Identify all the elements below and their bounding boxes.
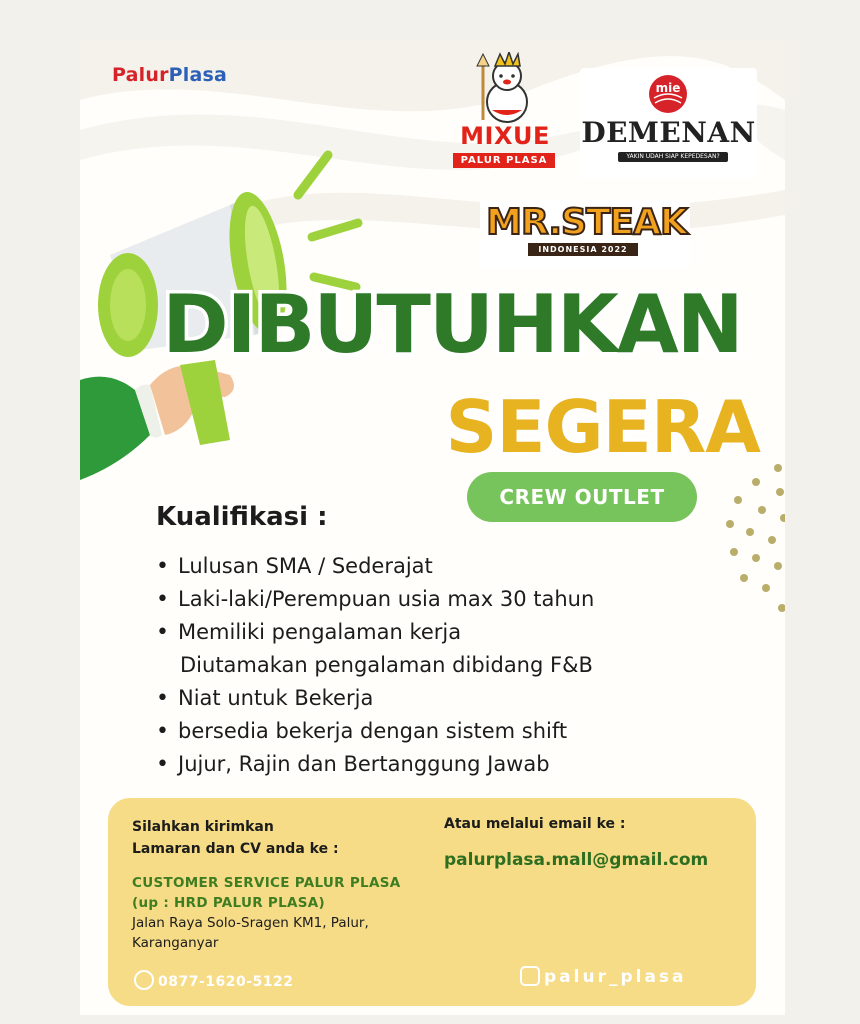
mrsteak-logo: [480, 200, 690, 268]
cs-name: CUSTOMER SERVICE PALUR PLASA: [132, 875, 401, 891]
qualifications-title: Kualifikasi :: [156, 502, 328, 532]
mrsteak-subtitle: INDONESIA 2022: [528, 243, 638, 256]
brand-part2: Plasa: [168, 64, 228, 86]
list-item: Diutamakan pengalaman dibidang F&B: [180, 653, 593, 677]
demenan-word: DEMENAN: [581, 116, 756, 149]
email-link[interactable]: palurplasa.mall@gmail.com: [444, 850, 709, 870]
list-item: • Laki-laki/Perempuan usia max 30 tahun: [156, 583, 756, 616]
mie-badge-text: mie: [655, 81, 681, 95]
send-line1: Silahkan kirimkan: [132, 819, 274, 835]
demenan-tagline: YAKIN UDAH SIAP KEPEDESAN?: [618, 152, 728, 162]
brand-part1: Palur: [112, 64, 169, 86]
address-block: [132, 873, 400, 953]
contact-box: [108, 798, 756, 1006]
list-item: • Jujur, Rajin dan Bertanggung Jawab: [156, 748, 756, 781]
list-item: • bersedia bekerja dengan sistem shift: [156, 715, 756, 748]
send-line2: Lamaran dan CV anda ke :: [132, 841, 339, 857]
phone-number[interactable]: [134, 970, 294, 990]
mie-badge-icon: [580, 68, 757, 118]
instagram-handle[interactable]: [520, 966, 687, 987]
mixue-word: MIXUE: [460, 122, 550, 150]
phone-text: 0877-1620-5122: [158, 974, 294, 990]
instagram-text: palur_plasa: [544, 967, 687, 987]
list-item: • Memiliki pengalaman kerja: [156, 616, 756, 649]
job-poster: [80, 40, 785, 1015]
headline-line2: SEGERA: [445, 385, 760, 469]
address-line2: Karanganyar: [132, 935, 219, 951]
snowman-mascot-icon: [445, 52, 565, 124]
mixue-subtitle: PALUR PLASA: [453, 153, 555, 168]
list-item: • Niat untuk Bekerja: [156, 682, 756, 715]
whatsapp-icon: [134, 970, 154, 990]
headline-line1: DIBUTUHKAN: [162, 278, 742, 371]
email-label: Atau melalui email ke :: [444, 816, 626, 832]
address-line1: Jalan Raya Solo-Sragen KM1, Palur,: [132, 915, 369, 931]
qualifications-list: [156, 550, 756, 781]
demenan-logo: [580, 68, 757, 178]
mrsteak-word: MR.STEAK: [486, 202, 687, 243]
list-item: • Lulusan SMA / Sederajat: [156, 550, 756, 583]
position-badge: CREW OUTLET: [467, 472, 697, 522]
mixue-logo: [445, 52, 565, 184]
instagram-icon: [520, 966, 540, 986]
send-instructions: [132, 816, 339, 860]
palurplasa-logo: [112, 64, 227, 86]
cs-attention: (up : HRD PALUR PLASA): [132, 895, 326, 911]
